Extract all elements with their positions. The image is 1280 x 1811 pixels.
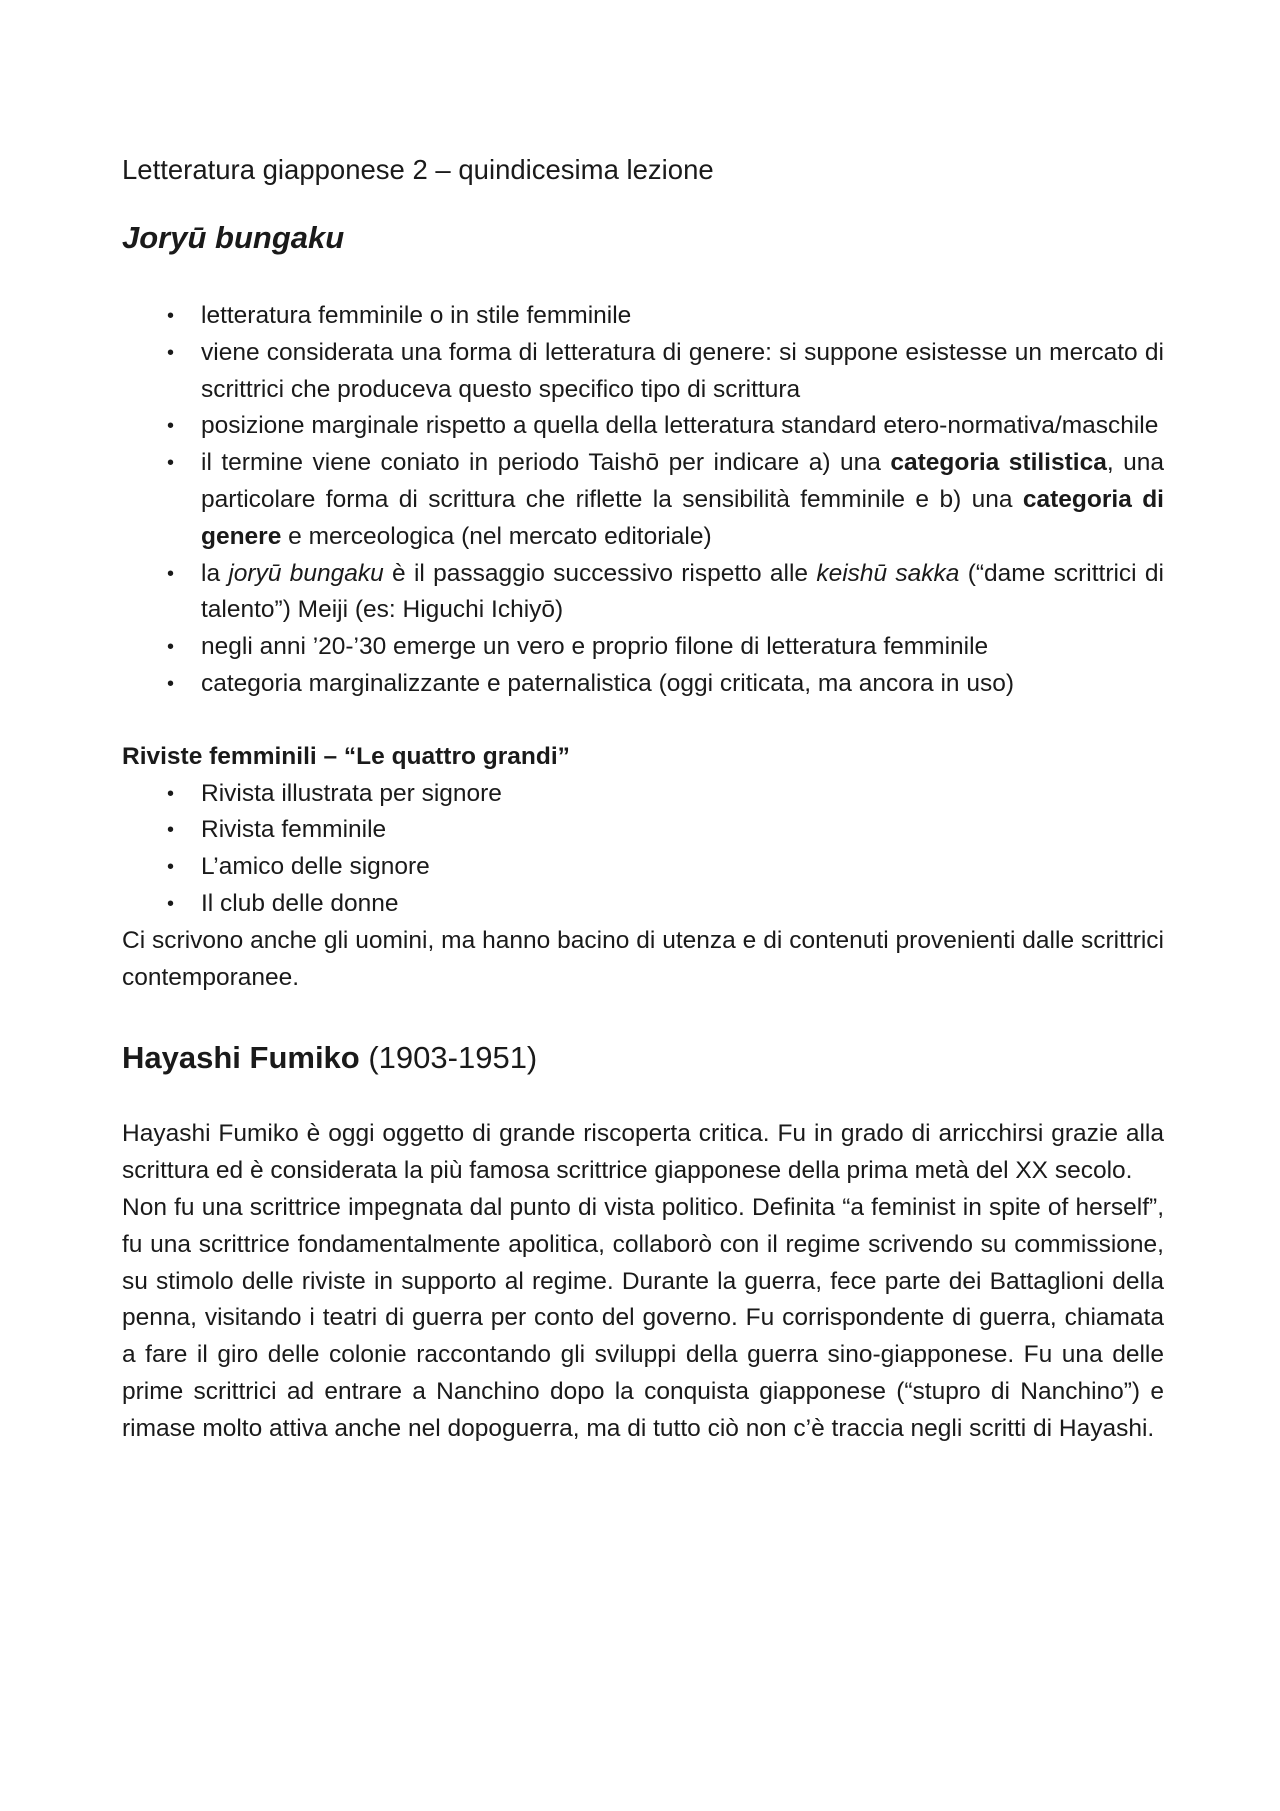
bullet-icon: • [167, 819, 175, 842]
section-heading: Joryū bungaku [122, 220, 345, 255]
list-item [167, 556, 1164, 630]
author-paragraph-1: Hayashi Fumiko è oggi oggetto di grande riscoperta critica. Fu in grado di arricchirsi grazie alla scrittura ed è considerata la più famosa scrittrice giapponese della prima metà del XX secolo. [122, 1120, 1164, 1185]
magazines-heading: Riviste femminili – “Le quattro grandi” [122, 742, 570, 770]
bullet-icon: • [167, 636, 175, 659]
list-item-text: (“dame scrittrici di talento”) Meiji (es: Higuchi Ichiyō) [201, 559, 1164, 624]
list-item-text: categoria marginalizzante e paternalistica (oggi criticata, ma ancora in uso) [201, 669, 1014, 697]
list-item [167, 666, 1164, 703]
bullet-icon: • [167, 856, 175, 879]
document-title: Letteratura giapponese 2 – quindicesima lezione [122, 154, 714, 185]
bullet-icon: • [167, 415, 175, 438]
list-item [167, 812, 1164, 849]
bullet-icon: • [167, 562, 175, 585]
author-dates: (1903-1951) [359, 1040, 538, 1076]
list-item [167, 335, 1164, 409]
list-item [167, 629, 1164, 666]
italic-term: joryū bungaku [228, 559, 384, 587]
list-item [167, 776, 1164, 813]
bullet-icon: • [167, 452, 175, 475]
list-item-text: viene considerata una forma di letteratura di genere: si suppone esistesse un mercato di scrittrici che produceva questo specifico tipo di scrittura [201, 338, 1164, 403]
list-item-text: , una particolare forma di scrittura che riflette la sensibilità femminile e b) una [201, 449, 1164, 513]
list-item [167, 445, 1164, 555]
main-bullet-list [122, 298, 1164, 703]
list-item-text: e merceologica (nel mercato editoriale) [281, 522, 712, 550]
bullet-icon: • [167, 892, 175, 915]
list-item-text: posizione marginale rispetto a quella della letteratura standard etero-normativa/maschile [201, 412, 1159, 440]
bold-term: categoria di genere [201, 485, 1164, 550]
list-item [167, 298, 1164, 335]
list-item-text: negli anni ’20-’30 emerge un vero e proprio filone di letteratura femminile [201, 633, 989, 661]
list-item [167, 849, 1164, 886]
list-item-text: è il passaggio successivo rispetto alle [383, 559, 817, 587]
author-paragraph-2: Non fu una scrittrice impegnata dal punto di vista politico. Definita “a feminist in spite of herself”, fu una scrittrice fondamentalmente apolitica, collaborò con il regime scrivendo su commissione, su stimolo delle riviste in supporto al regime. Durante la guerra, fece parte dei Battaglioni della penna, visitando i teatri di guerra per conto del governo. Fu corrispondente di guerra, chiamata a fare il giro delle colonie raccontando gli sviluppi della guerra sino-giapponese. Fu una delle prime scrittrici ad entrare a Nanchino dopo la conquista giapponese (“stupro di Nanchino”) e rimase molto attiva anche nel dopoguerra, ma di tutto ciò non c’è traccia negli scritti di Hayashi. [122, 1193, 1164, 1442]
list-item-text: L’amico delle signore [201, 853, 430, 881]
list-item-text: Rivista illustrata per signore [201, 779, 502, 807]
magazines-list [122, 776, 1164, 923]
italic-term: keishū sakka [816, 559, 960, 587]
magazines-note: Ci scrivono anche gli uomini, ma hanno bacino di utenza e di contenuti provenienti dalle scrittrici contemporanee. [122, 926, 1164, 991]
list-item-text: Rivista femminile [201, 816, 387, 844]
bold-term: categoria stilistica [890, 449, 1107, 477]
list-item-text: la [201, 559, 229, 587]
bullet-icon: • [167, 305, 175, 327]
list-item [167, 408, 1164, 445]
list-item [167, 886, 1164, 923]
bullet-icon: • [167, 341, 175, 364]
author-heading [122, 1038, 1164, 1078]
author-name: Hayashi Fumiko [122, 1040, 360, 1076]
list-item-text: Il club delle donne [201, 889, 399, 917]
bullet-icon: • [167, 782, 175, 805]
list-item-text: il termine viene coniato in periodo Taishō per indicare a) una [201, 449, 891, 477]
bullet-icon: • [167, 672, 175, 695]
document-page [122, 152, 1164, 1448]
list-item-text: letteratura femminile o in stile femminile [201, 302, 632, 329]
